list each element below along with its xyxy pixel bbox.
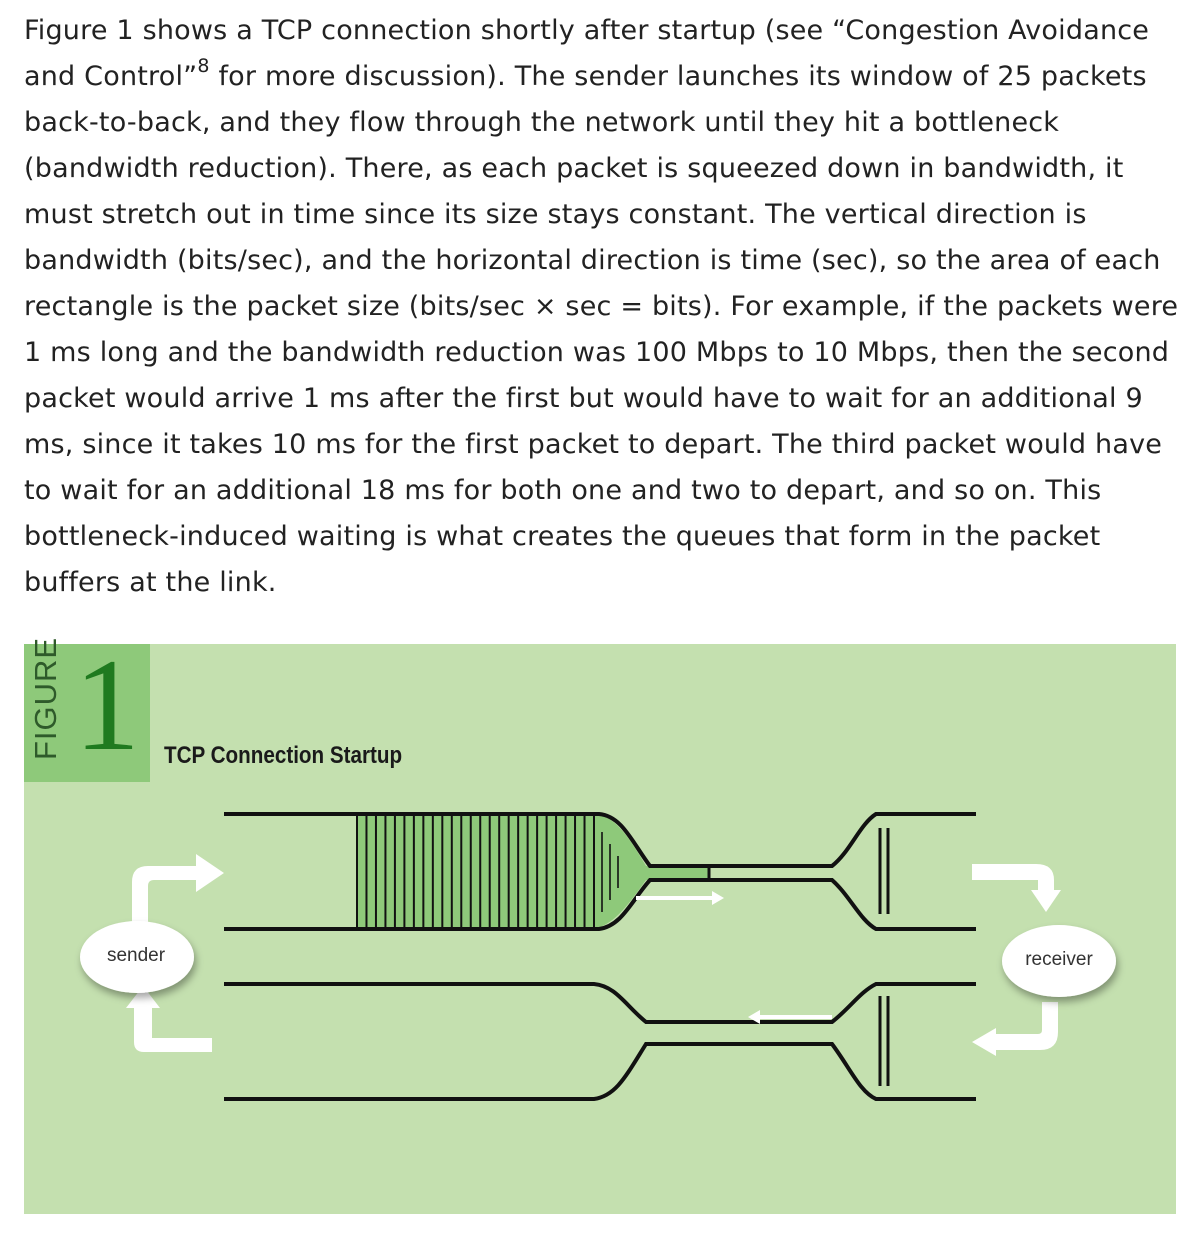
paragraph-text-end: for more discussion). The sender launches its window of 25 packets back-to-back, and they flow through the network until they hit a bottleneck (bandwidth reduction). There, as each packet is squeezed down in bandwidth, it must stretch out in time since its size stays constant. The vertical direction is bandwidth (bits/sec), and the horizontal direction is time (sec), so the area of each rectangle is the packet size (bits/sec × sec = bits). For example, if the packets were 1 ms long and the bandwidth reduction was 100 Mbps to 10 Mbps, then the second packet would arrive 1 ms after the first but would have to wait for an additional 9 ms, since it takes 10 ms for the first packet to depart. The third packet would have to wait for an additional 18 ms for both one and two to depart, and so on. This bottleneck-induced waiting is what creates the queues that form in the packet buffers at the link. — [24, 61, 1179, 598]
ack-path — [224, 984, 976, 1099]
sender-outgoing-arrow-icon — [132, 854, 224, 926]
figure-panel — [24, 631, 1176, 1214]
packet-window — [357, 814, 709, 929]
paragraph-text-start: Figure 1 shows a TCP connection shortly after startup (see “Congestion Avoidance and Control” — [24, 15, 1150, 92]
article-paragraph — [24, 8, 1184, 606]
tcp-startup-diagram — [24, 636, 1176, 1214]
figure-title: TCP Connection Startup — [164, 742, 403, 769]
ack-path-bottom-wall — [224, 1044, 976, 1099]
reference-superscript[interactable]: 8 — [197, 55, 210, 77]
sender-label: sender — [106, 945, 166, 966]
squeezed-packet — [646, 866, 709, 880]
receiver-incoming-arrow-icon — [972, 864, 1061, 912]
ack-path-top-wall — [224, 984, 976, 1022]
figure-word: FIGURE — [28, 636, 63, 760]
receiver-node — [1002, 925, 1116, 997]
article-body — [24, 8, 1184, 606]
receiver-label: receiver — [1025, 949, 1093, 970]
arrow-right-icon — [636, 891, 724, 905]
figure-number: 1 — [74, 631, 140, 778]
sender-node — [80, 921, 194, 993]
sender-incoming-arrow-icon — [126, 986, 212, 1052]
receiver-outgoing-arrow-icon — [972, 1002, 1058, 1056]
